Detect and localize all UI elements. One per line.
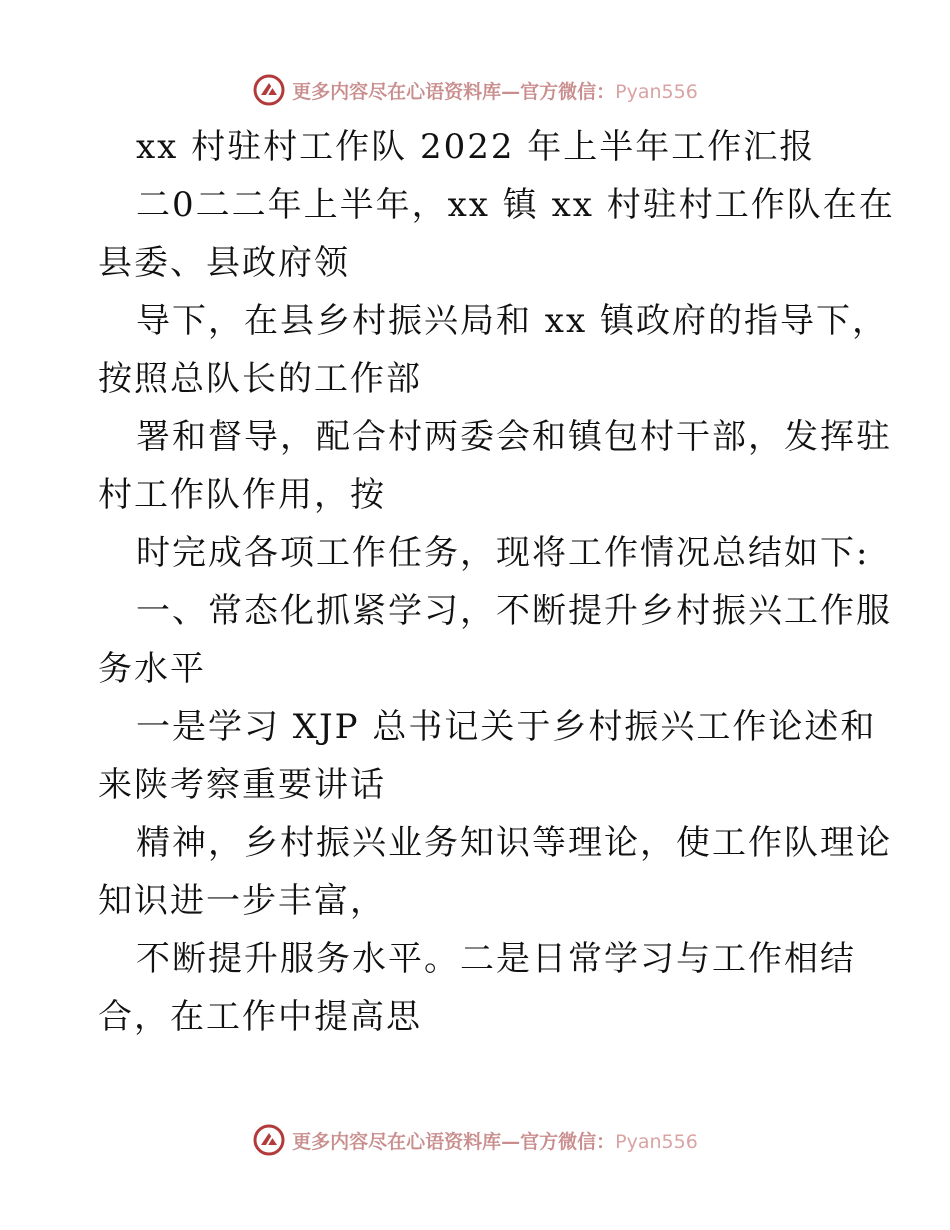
watermark-footer <box>0 1120 950 1160</box>
brand-logo-icon <box>252 73 286 107</box>
paragraph-line: 时完成各项工作任务，现将工作情况总结如下: <box>136 533 870 573</box>
watermark-header <box>0 70 950 110</box>
paragraph-line: 精神，乡村振兴业务知识等理论，使工作队理论 <box>136 823 892 863</box>
document-title: xx 村驻村工作队 2022 年上半年工作汇报 <box>136 127 816 167</box>
paragraph-line: 署和督导，配合村两委会和镇包村干部，发挥驻 <box>136 417 892 457</box>
paragraph-line: 按照总队长的工作部 <box>98 359 422 399</box>
paragraph-line: 不断提升服务水平。二是日常学习与工作相结 <box>136 939 856 979</box>
brand-logo-icon <box>252 1123 286 1157</box>
paragraph-line: 来陕考察重要讲话 <box>98 765 386 805</box>
paragraph-line: 知识进一步丰富， <box>98 881 386 921</box>
paragraph-line: 二0二二年上半年，xx 镇 xx 村驻村工作队在在 <box>136 185 895 225</box>
paragraph-line: 县委、县政府领 <box>98 243 350 283</box>
paragraph-line: 合，在工作中提高思 <box>98 997 422 1037</box>
paragraph-line: 村工作队作用，按 <box>98 475 386 515</box>
section-heading: 一、常态化抓紧学习，不断提升乡村振兴工作服 <box>136 591 892 631</box>
paragraph-line: 导下，在县乡村振兴局和 xx 镇政府的指导下， <box>136 301 888 341</box>
watermark-text: 更多内容尽在心语资料库—官方微信：Pyan556 <box>292 80 698 103</box>
document-body <box>98 118 895 1046</box>
section-heading: 务水平 <box>98 649 206 689</box>
watermark-text: 更多内容尽在心语资料库—官方微信：Pyan556 <box>292 1130 698 1153</box>
paragraph-line: 一是学习 XJP 总书记关于乡村振兴工作论述和 <box>136 707 877 747</box>
